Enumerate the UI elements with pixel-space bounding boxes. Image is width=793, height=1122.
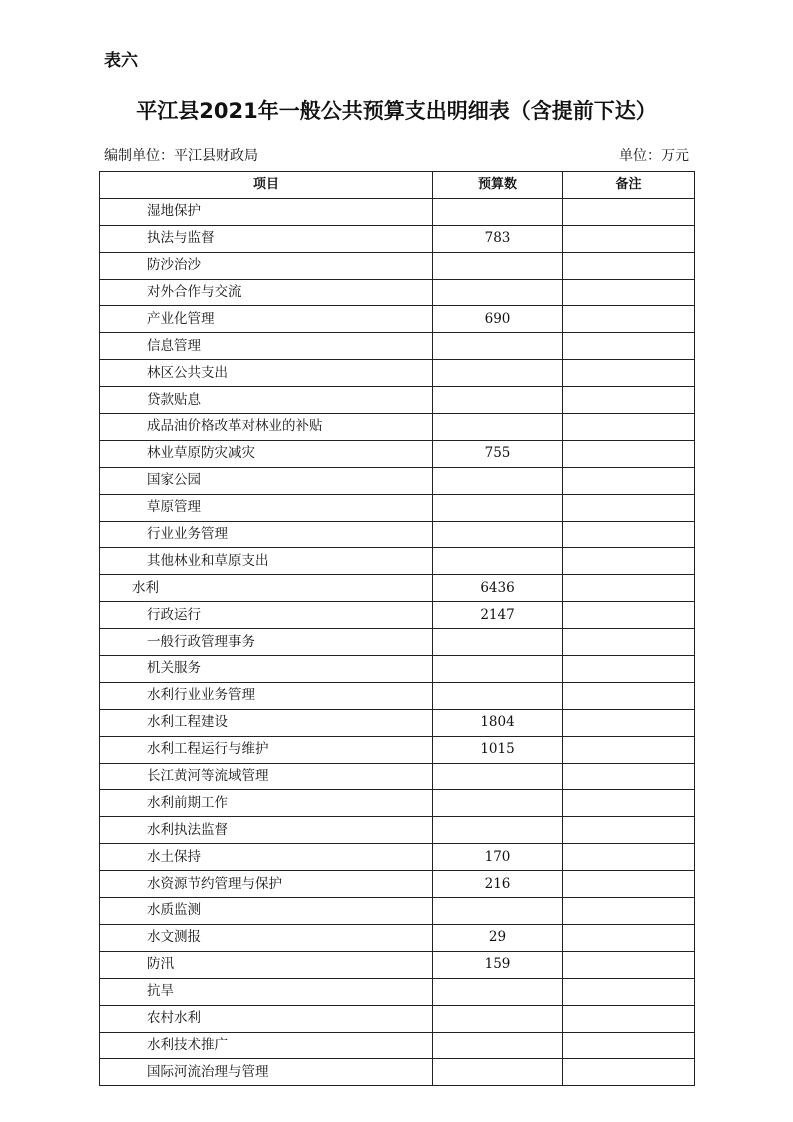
row-note: [563, 736, 695, 763]
table-row: [100, 440, 695, 467]
row-item: 湿地保护: [100, 198, 433, 225]
table-row: [100, 844, 695, 871]
header-note: 备注: [563, 172, 695, 199]
row-amount: [433, 1005, 563, 1032]
row-amount: 6436: [433, 575, 563, 602]
row-amount: [433, 467, 563, 494]
table-row: [100, 387, 695, 414]
row-note: [563, 494, 695, 521]
row-amount: [433, 548, 563, 575]
table-row: [100, 225, 695, 252]
row-item: 水利行业业务管理: [100, 682, 433, 709]
table-row: [100, 521, 695, 548]
table-row: [100, 575, 695, 602]
row-item: 水利技术推广: [100, 1032, 433, 1059]
table-header-row: [100, 172, 695, 199]
row-item: 长江黄河等流域管理: [100, 763, 433, 790]
row-item: 一般行政管理事务: [100, 629, 433, 656]
row-item: 行政运行: [100, 602, 433, 629]
row-amount: [433, 360, 563, 387]
row-item: 水土保持: [100, 844, 433, 871]
table-row: [100, 682, 695, 709]
row-amount: 1804: [433, 709, 563, 736]
row-item: 水资源节约管理与保护: [100, 871, 433, 898]
row-item: 防沙治沙: [100, 252, 433, 279]
row-note: [563, 360, 695, 387]
row-item: 执法与监督: [100, 225, 433, 252]
table-row: [100, 924, 695, 951]
row-item: 其他林业和草原支出: [100, 548, 433, 575]
row-amount: 755: [433, 440, 563, 467]
row-amount: [433, 978, 563, 1005]
row-item: 抗旱: [100, 978, 433, 1005]
budget-table: [99, 171, 695, 1086]
row-item: 水文测报: [100, 924, 433, 951]
row-amount: [433, 763, 563, 790]
currency-unit: 单位：万元: [619, 148, 689, 164]
row-amount: [433, 333, 563, 360]
row-item: 水利工程运行与维护: [100, 736, 433, 763]
row-note: [563, 709, 695, 736]
table-row: [100, 629, 695, 656]
table-row: [100, 279, 695, 306]
compiling-unit: 编制单位：平江县财政局: [104, 148, 258, 164]
table-row: [100, 414, 695, 441]
row-item: 贷款贴息: [100, 387, 433, 414]
table-row: [100, 198, 695, 225]
header-item: 项目: [100, 172, 433, 199]
row-item: 信息管理: [100, 333, 433, 360]
table-row: [100, 951, 695, 978]
table-row: [100, 1005, 695, 1032]
table-row: [100, 1059, 695, 1086]
row-amount: [433, 1032, 563, 1059]
row-item: 机关服务: [100, 656, 433, 683]
table-row: [100, 252, 695, 279]
row-amount: 29: [433, 924, 563, 951]
row-amount: [433, 817, 563, 844]
row-note: [563, 682, 695, 709]
document-title: 平江县2021年一般公共预算支出明细表（含提前下达）: [136, 99, 657, 123]
row-amount: [433, 387, 563, 414]
table-number-label: 表六: [104, 51, 138, 71]
row-item: 产业化管理: [100, 306, 433, 333]
row-amount: [433, 252, 563, 279]
row-note: [563, 225, 695, 252]
table-row: [100, 494, 695, 521]
row-note: [563, 279, 695, 306]
table-row: [100, 360, 695, 387]
row-note: [563, 602, 695, 629]
row-note: [563, 575, 695, 602]
table-row: [100, 467, 695, 494]
row-note: [563, 387, 695, 414]
row-note: [563, 656, 695, 683]
row-note: [563, 198, 695, 225]
table-body: [100, 198, 695, 1085]
row-note: [563, 844, 695, 871]
table-row: [100, 871, 695, 898]
row-item: 成品油价格改革对林业的补贴: [100, 414, 433, 441]
row-amount: 2147: [433, 602, 563, 629]
row-item: 行业业务管理: [100, 521, 433, 548]
table-row: [100, 548, 695, 575]
table-row: [100, 898, 695, 925]
row-amount: [433, 414, 563, 441]
table-row: [100, 817, 695, 844]
row-note: [563, 1059, 695, 1086]
row-note: [563, 871, 695, 898]
row-note: [563, 763, 695, 790]
table-row: [100, 1032, 695, 1059]
row-item: 对外合作与交流: [100, 279, 433, 306]
row-item: 农村水利: [100, 1005, 433, 1032]
row-note: [563, 629, 695, 656]
row-amount: 216: [433, 871, 563, 898]
row-amount: [433, 898, 563, 925]
row-amount: 170: [433, 844, 563, 871]
row-item: 水利前期工作: [100, 790, 433, 817]
row-note: [563, 951, 695, 978]
row-amount: [433, 521, 563, 548]
row-amount: [433, 656, 563, 683]
table-row: [100, 602, 695, 629]
row-amount: 159: [433, 951, 563, 978]
row-note: [563, 898, 695, 925]
row-item: 防汛: [100, 951, 433, 978]
row-item: 国际河流治理与管理: [100, 1059, 433, 1086]
row-note: [563, 333, 695, 360]
row-note: [563, 1032, 695, 1059]
row-item: 水利执法监督: [100, 817, 433, 844]
table-row: [100, 790, 695, 817]
row-item: 水利工程建设: [100, 709, 433, 736]
table-row: [100, 306, 695, 333]
row-item: 草原管理: [100, 494, 433, 521]
row-amount: [433, 1059, 563, 1086]
row-amount: [433, 494, 563, 521]
table-row: [100, 978, 695, 1005]
row-note: [563, 467, 695, 494]
row-amount: 690: [433, 306, 563, 333]
row-note: [563, 1005, 695, 1032]
table-row: [100, 736, 695, 763]
table-row: [100, 656, 695, 683]
header-amount: 预算数: [433, 172, 563, 199]
row-amount: [433, 198, 563, 225]
table-row: [100, 709, 695, 736]
row-item: 林业草原防灾减灾: [100, 440, 433, 467]
row-note: [563, 440, 695, 467]
row-amount: [433, 790, 563, 817]
row-note: [563, 978, 695, 1005]
row-note: [563, 521, 695, 548]
row-amount: [433, 629, 563, 656]
row-note: [563, 790, 695, 817]
table-row: [100, 333, 695, 360]
row-item: 水利: [100, 575, 433, 602]
row-amount: [433, 279, 563, 306]
row-note: [563, 306, 695, 333]
row-amount: [433, 682, 563, 709]
row-note: [563, 252, 695, 279]
row-note: [563, 924, 695, 951]
row-note: [563, 414, 695, 441]
row-item: 国家公园: [100, 467, 433, 494]
row-item: 水质监测: [100, 898, 433, 925]
row-amount: 783: [433, 225, 563, 252]
row-item: 林区公共支出: [100, 360, 433, 387]
row-note: [563, 817, 695, 844]
table-row: [100, 763, 695, 790]
row-amount: 1015: [433, 736, 563, 763]
row-note: [563, 548, 695, 575]
